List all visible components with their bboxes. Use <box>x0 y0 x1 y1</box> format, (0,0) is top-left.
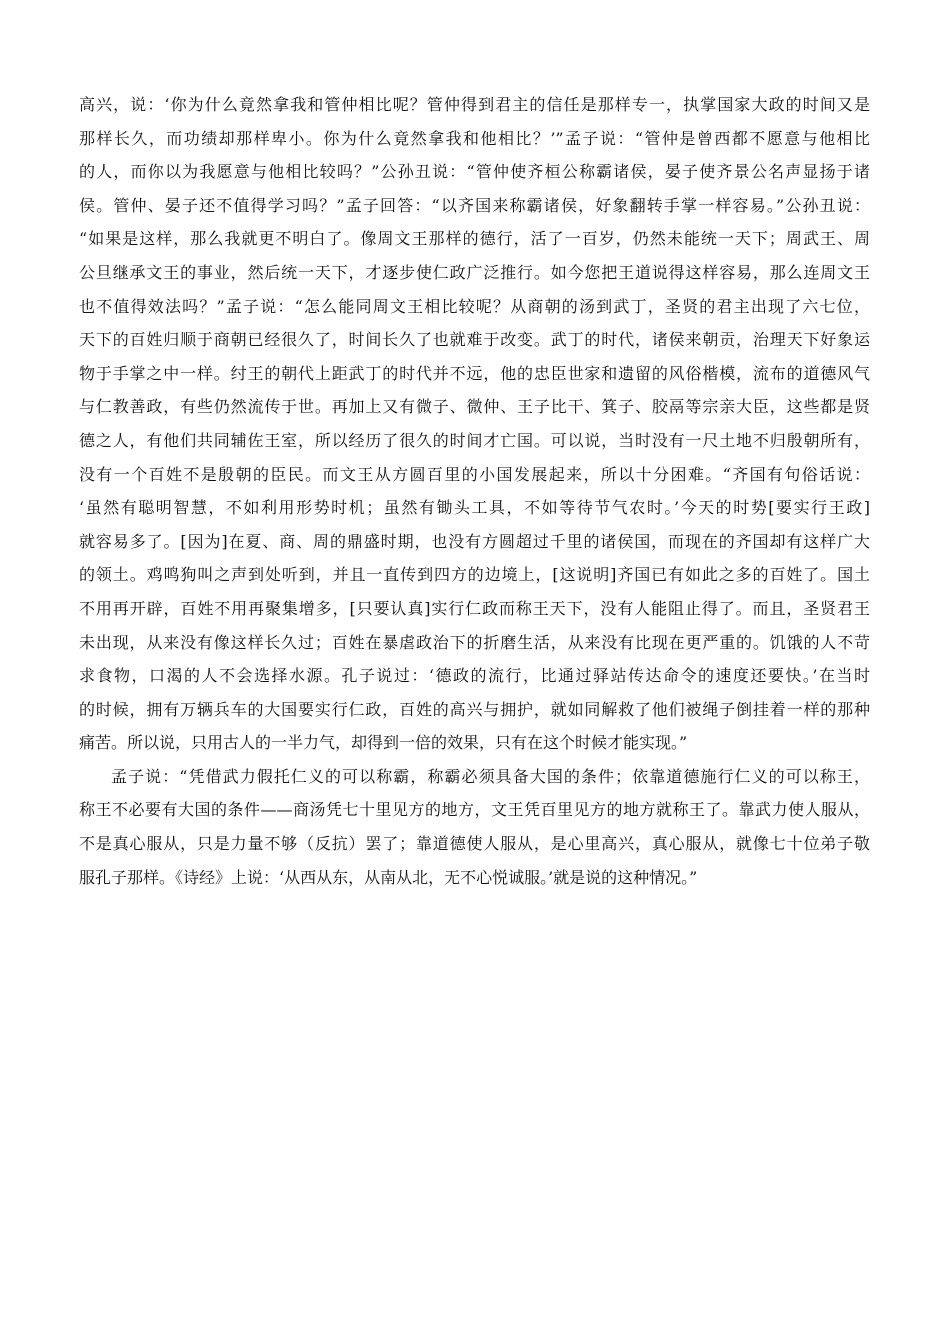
text-line: 天下的百姓归顺于商朝已经很久了，时间长久了也就难于改变。武丁的时代，诸侯来朝贡，治理天下好象运 <box>79 330 870 350</box>
text-line: 那样长久，而功绩却那样卑小。你为什么竟然拿我和他相比？’”孟子说：“管仲是曾西都不愿意与他相比 <box>79 128 870 148</box>
text-line: 德之人，有他们共同辅佐王室，所以经历了很久的时间才亡国。可以说，当时没有一尺土地不归殷朝所有， <box>79 430 870 450</box>
text-line: 公旦继承文王的事业，然后统一天下，才逐步使仁政广泛推行。如今您把王道说得这样容易，那么连周文王 <box>79 262 870 282</box>
text-line: 的人，而你以为我愿意与他相比较吗？”公孙丑说：“管仲使齐桓公称霸诸侯，晏子使齐景公名声显扬于诸 <box>79 162 870 182</box>
text-line: 的领土。鸡鸣狗叫之声到处听到，并且一直传到四方的边境上，[这说明]齐国已有如此之多的百姓了。国土 <box>79 565 870 585</box>
text-line: 未出现，从来没有像这样长久过；百姓在暴虐政治下的折磨生活，从来没有比现在更严重的。饥饿的人不苛 <box>79 632 870 652</box>
text-line: 也不值得效法吗？”孟子说：“怎么能同周文王相比较呢？从商朝的汤到武丁，圣贤的君主出现了六七位， <box>79 296 870 316</box>
text-line: 求食物，口渴的人不会选择水源。孔子说过：‘德政的流行，比通过驿站传达命令的速度还要快。’在当时 <box>79 666 870 686</box>
text-line: 的时候，拥有万辆兵车的大国要实行仁政，百姓的高兴与拥护，就如同解救了他们被绳子倒挂着一样的那种 <box>79 699 870 719</box>
text-line: 不用再开辟，百姓不用再聚集增多，[只要认真]实行仁政而称王天下，没有人能阻止得了。而且，圣贤君王 <box>79 598 870 618</box>
text-line: 不是真心服从，只是力量不够（反抗）罢了；靠道德使人服从，是心里高兴，真心服从，就像七十位弟子敬 <box>79 834 870 854</box>
text-line: 孟子说：“凭借武力假托仁义的可以称霸，称霸必须具备大国的条件；依靠道德施行仁义的可以称王， <box>111 766 870 786</box>
text-line: 就容易多了。[因为]在夏、商、周的鼎盛时期，也没有方圆超过千里的诸侯国，而现在的齐国却有这样广大 <box>79 531 870 551</box>
text-line: “如果是这样，那么我就更不明白了。像周文王那样的德行，活了一百岁，仍然未能统一天下；周武王、周 <box>79 229 870 249</box>
text-line: ‘虽然有聪明智慧，不如利用形势时机；虽然有锄头工具，不如等待节气农时。’今天的时势[要实行王政] <box>79 498 870 518</box>
text-line: 高兴，说：‘你为什么竟然拿我和管仲相比呢？管仲得到君主的信任是那样专一，执掌国家大政的时间又是 <box>79 95 870 114</box>
text-line: 没有一个百姓不是殷朝的臣民。而文王从方圆百里的小国发展起来，所以十分困难。“齐国有句俗话说： <box>79 464 870 484</box>
text-line: 侯。管仲、晏子还不值得学习吗？”孟子回答：“以齐国来称霸诸侯，好象翻转手掌一样容易。”公孙丑说： <box>79 195 870 215</box>
paragraph-1 <box>79 88 870 760</box>
paragraph-2 <box>79 760 870 894</box>
text-line: 与仁教善政，有些仍然流传于世。再加上又有微子、微仲、王子比干、箕子、胶鬲等宗亲大臣，这些都是贤 <box>79 397 870 417</box>
text-line: 物于手掌之中一样。纣王的朝代上距武丁的时代并不远，他的忠臣世家和遗留的风俗楷模，流布的道德风气 <box>79 363 870 383</box>
text-line: 痛苦。所以说，只用古人的一半力气，却得到一倍的效果，只有在这个时候才能实现。” <box>79 733 688 753</box>
text-line: 称王不必要有大国的条件——商汤凭七十里见方的地方，文王凭百里见方的地方就称王了。靠武力使人服从， <box>79 800 870 820</box>
text-line: 服孔子那样。《诗经》上说：‘从西从东，从南从北，无不心悦诚服。’就是说的这种情况。” <box>79 867 698 887</box>
